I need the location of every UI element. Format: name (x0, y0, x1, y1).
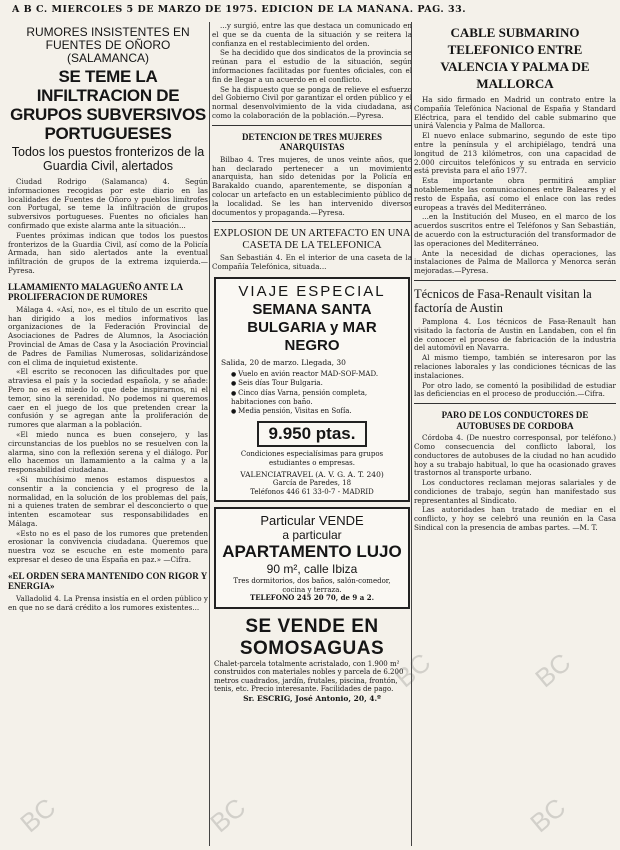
list-item: ● Vuelo en avión reactor MAD-SOF-MAD. (231, 370, 403, 380)
ad-dates: Salida, 20 de marzo. Llegada, 30 (221, 357, 346, 367)
article-headline: PARO DE LOS CONDUCTORES DE AUTOBUSES DE CORDOBA (441, 410, 589, 431)
article-headline: «EL ORDEN SERA MANTENIDO CON RIGOR Y ENERGIA» (8, 570, 207, 592)
ad-title: BULGARIA y MAR NEGRO (247, 318, 377, 354)
paragraph: Al mismo tiempo, también se interesaron por las relaciones laborales y las condiciones técnicas de las instalaciones. (414, 353, 616, 380)
divider (414, 403, 616, 404)
list-item: ● Cinco días Varna, pensión completa, habitaciones con baño. (231, 389, 403, 407)
divider (414, 280, 616, 281)
list-item: ● Seis días Tour Bulgaria. (231, 379, 403, 389)
article-headline: SE TEME LA INFILTRACION DE GRUPOS SUBVERSIVOS PORTUGUESES (10, 67, 206, 143)
ad-title: VIAJE ESPECIAL (238, 282, 386, 300)
watermark: BC (524, 792, 572, 839)
ad-title: a particular (282, 528, 342, 543)
watermark: BC (204, 792, 252, 839)
paragraph: Esta importante obra permitirá ampliar notablemente las comunicaciones entre Baleares y el resto de España, así como el enlace con las redes europeas a través del Mediterráneo. (414, 176, 616, 212)
paragraph: «Esto no es el paso de los rumores que pretenden erosionar la convivencia ciudadana. Queremos que nuestra voz se escuche en este momento para expresar el deseo de una España en paz.» —Cifra. (8, 528, 208, 565)
paragraph: Bilbao 4. Tres mujeres, de unos veinte años, que han declarado pertenecer a un movimiento anarquista, han sido detenidas por la Policía en Barakaldo cuando, aparentemente, se disponían a colocar un artefacto en un establecimiento público de la localidad. Se les han intervenido diversos documentos y propaganda.—Pyresa. (212, 154, 412, 217)
paragraph: Ha sido firmado en Madrid un contrato entre la Compañía Telefónica Nacional de España y Standard Eléctrica, para el tendido del cable submarino que unirá Valencia y Palma de Mallorca. (414, 95, 616, 131)
paragraph: ...en la Institución del Museo, en el marco de los acuerdos suscritos entre el Teléfonos y San Sebastián, de acuerdo con la estructuración del transformador de las operaciones del Mediterráneo. (414, 212, 616, 248)
paragraph: «El escrito se reconocen las dificultades por que atraviesa el país y la sociedad española, y se añade: Pero no es el miedo lo que debe inspirarnos, ni el temor, sino la serenidad. No podemos ni queremos caer en el juego de los que pretenden crear la confusión y se agregan ante la proliferación de rumores que alarman a la población. (8, 367, 208, 430)
ad-description: Chalet-parcela totalmente acristalado, con 1.900 m² construidos con materiales nobles y parcela de 6.200 metros cuadrados, jardín, frutales, piscina, frontón, tenis, etc. Precio interesante. Facilidades de pago. (214, 659, 404, 694)
article-headline: CABLE SUBMARINO TELEFONICO ENTRE VALENCIA Y PALMA DE MALLORCA (440, 25, 590, 91)
list-item: ● Media pensión, Visitas en Sofía. (231, 407, 403, 417)
paragraph: Málaga 4. «Así, no», es el título de un escrito que han dirigido a los medios informativos las organizaciones de la Federación Provincial de Asociaciones de Padres de Alumnos, la Asociación Provincial de Amas de Casa y la Asociación Provincial de Padres de Familias Numerosas, solidarizándose con el clima de inquietud existente. (8, 304, 208, 367)
paragraph: Por otro lado, se comentó la posibilidad de estudiar las deficiencias en el proceso de producción.—Cifra. (414, 380, 616, 399)
paragraph: Fuentes próximas indican que todos los puestos fronterizos de la Guardia Civil, así como de la Policía Armada, han sido alertados ante la eventual infiltración de grupos de la extrema izquierda.—Pyresa. (8, 230, 208, 275)
article-headline: EXPLOSION DE UN ARTEFACTO EN UNA CASETA DE LA TELEFONICA (213, 228, 411, 251)
paragraph: El nuevo enlace submarino, segundo de este tipo entre la península y el archipiélago, tendrá una longitud de 213 kilómetros, con una capacidad de 2.000 circuitos telefónicos y su entrada en servicio está prevista para el año 1977. (414, 131, 616, 176)
ad-conditions: Condiciones especialísimas para grupos estudiantes o empresas. (240, 450, 384, 467)
column-middle (212, 22, 412, 846)
ad-phone: TELEFONO 245 20 70, de 9 a 2. (249, 593, 375, 603)
page-header: A B C. MIERCOLES 5 DE MARZO DE 1975. EDICION DE LA MAÑANA. PAG. 33. (12, 4, 467, 15)
article-kicker: RUMORES INSISTENTES EN FUENTES DE OÑORO (SALAMANCA) (26, 25, 190, 65)
ad-features (231, 370, 403, 417)
ad-phone: Teléfonos 446 61 33-0-7 - MADRID (250, 487, 374, 496)
paragraph: ...y surgió, entre las que destaca un comunicado en el que se da cuenta de la situación y se reitera la confianza en el restablecimiento del orden. (212, 22, 412, 48)
divider (212, 125, 412, 126)
ad-title: SE VENDE EN (245, 615, 379, 637)
ad-description: Tres dormitorios, dos baños, salón-comedor, cocina y terraza. (233, 577, 391, 594)
travel-advertisement (214, 277, 410, 503)
column-right (414, 22, 616, 846)
paragraph: San Sebastián 4. En el interior de una caseta de la Compañía Telefónica, situada... (212, 253, 412, 272)
paragraph: Se ha dispuesto que se ponga de relieve el esfuerzo del Gobierno Civil por garantizar el orden público y el normal desenvolvimiento de la vida ciudadana, así como la colaboración de la población.—Pyresa. (212, 84, 412, 120)
paragraph: «El miedo nunca es buen consejero, y las circunstancias de los pueblos no se resuelven con la alarma, sino con la reflexión serena y el diálogo. Por ello hacemos un llamamiento a la calma y a la responsabilidad ciudadana. (8, 429, 208, 475)
ad-agency: VALENCIATRAVEL (A. V. G. A. T. 240) (240, 470, 384, 480)
paragraph: Se ha decidido que dos sindicatos de la provincia se reúnan para el estudio de la situación, según informaciones facilitadas por fuentes oficiales, con el fin de llegar a un acuerdo en el conflicto. (212, 48, 412, 84)
watermark: BC (14, 792, 62, 839)
watermark: BC (529, 647, 577, 694)
property-advertisement (214, 614, 410, 705)
apartment-advertisement (214, 507, 410, 609)
column-left (8, 22, 208, 846)
paragraph: Córdoba 4. (De nuestro corresponsal, por teléfono.) Como consecuencia del conflicto laboral, los conductores de autobuses de la ciudad no han acudido hoy a su trabajo habitual, lo que ha ocasionado graves trastornos al transporte urbano. (414, 433, 616, 478)
ad-title: Particular VENDE (260, 513, 364, 529)
paragraph: Ciudad Rodrigo (Salamanca) 4. Según informaciones recogidas por este diario en las localidades de Fuentes de Oñoro y pueblos limítrofes con Portugal, se teme la infiltración de grupos subversivos portugueses. Fuentes no oficiales han confirmado que existe alarma ante la situación... (8, 177, 208, 230)
paragraph: «Si muchísimo menos estamos dispuestos a consentir a la conciencia y el progreso de la normalidad, en la solución de los problemas del país, ni a quienes traten de sembrar el desconcierto o que intenten escamotear sus responsabilidades en Málaga. (8, 474, 208, 528)
paragraph: Pamplona 4. Los técnicos de Fasa-Renault han visitado la factoría de Austin en Landaben, con el fin de conocer el proceso de fabricación de la industria del automóvil en Navarra. (414, 316, 616, 353)
article-headline: DETENCION DE TRES MUJERES ANARQUISTAS (241, 131, 383, 153)
ad-price: 9.950 ptas. (257, 421, 368, 447)
watermark: BC (389, 647, 437, 694)
ad-title: APARTAMENTO LUJO (222, 542, 402, 562)
ad-title: SOMOSAGUAS (239, 637, 385, 659)
paragraph: Valladolid 4. La Prensa insistía en el orden público y en que no se dará crédito a los rumores existentes... (8, 593, 208, 612)
paragraph: Las autoridades han tratado de mediar en el conflicto, y hoy se celebró una reunión en la Casa Sindical con la presencia de ambas partes. —M. T. (414, 505, 616, 533)
article-headline: Técnicos de Fasa-Renault visitan la factoría de Austin (414, 286, 592, 315)
ad-address: Sr. ESCRIG, José Antonio, 20, 4.º (243, 693, 381, 703)
column-divider (209, 22, 210, 846)
ad-subtitle: 90 m², calle Ibiza (266, 562, 358, 577)
divider (212, 221, 412, 222)
ad-address: García de Paredes, 18 (272, 479, 352, 488)
article-subheadline: Todos los puestos fronterizos de la Guardia Civil, alertados (11, 145, 205, 173)
paragraph: Los conductores reclaman mejoras salariales y de condiciones de trabajo, según han manifestado sus representantes al Sindicato. (414, 478, 616, 505)
paragraph: Ante la necesidad de dichas operaciones, las instalaciones de Palma de Mallorca y Menorca serán mejoradas.—Pyresa. (414, 248, 616, 276)
ad-title: SEMANA SANTA (252, 300, 372, 318)
article-headline: LLAMAMIENTO MALAGUEÑO ANTE LA PROLIFERACION DE RUMORES (8, 281, 183, 303)
